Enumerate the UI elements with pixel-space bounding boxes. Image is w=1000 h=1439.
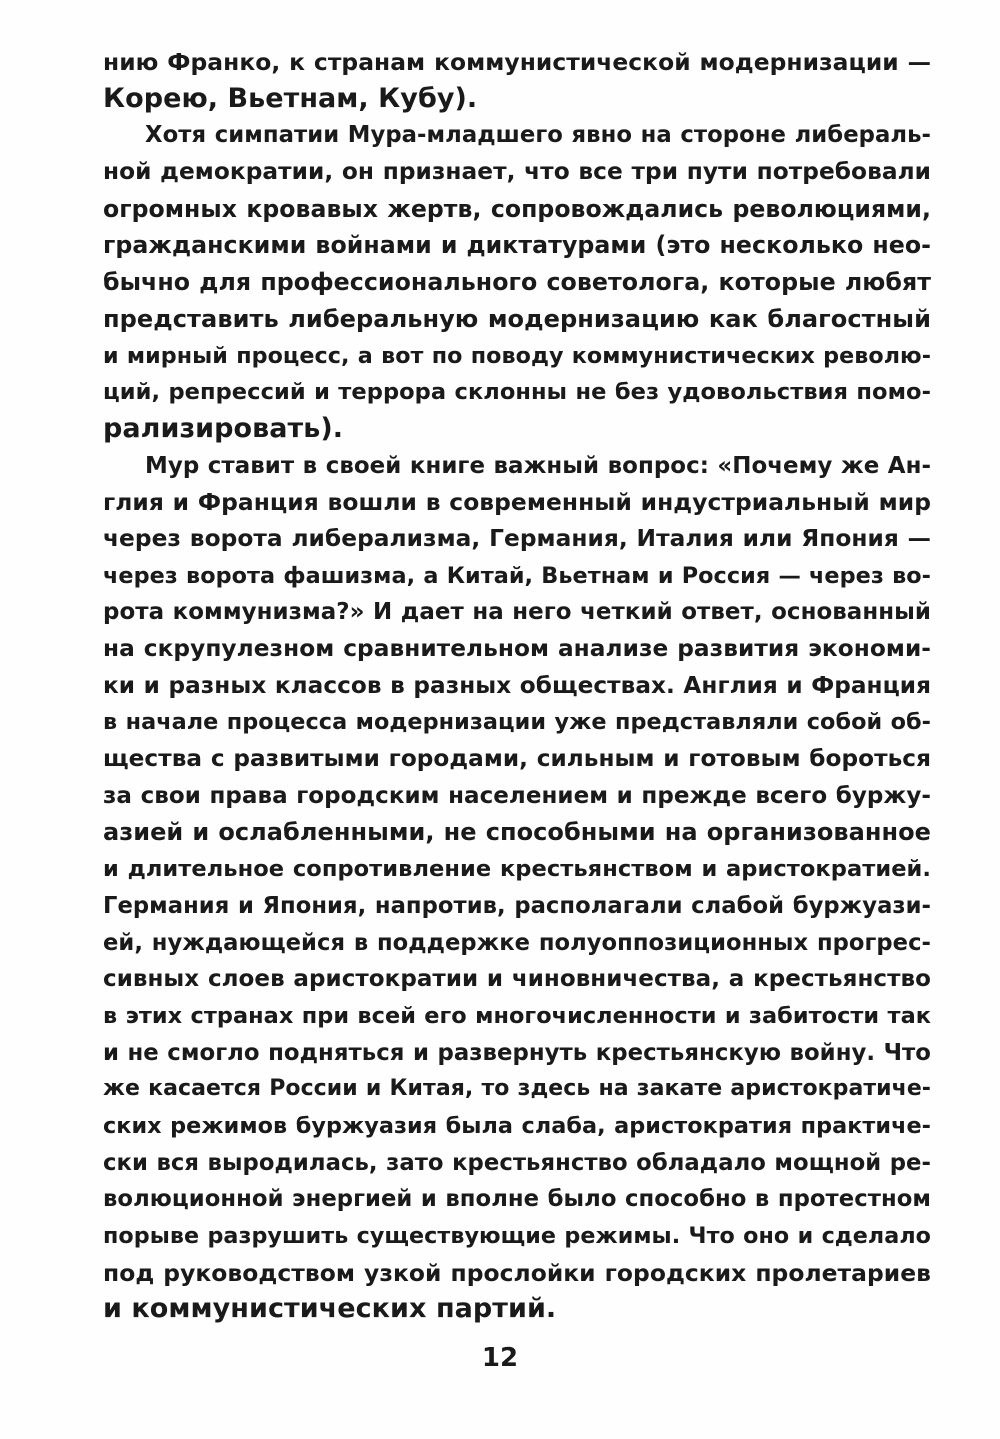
text-line: нию Франко, к странам коммунистической модернизации — <box>103 48 931 76</box>
text-line: волюционной энергией и вполне было способно в протестном <box>103 1186 931 1213</box>
text-line: за свои права городским населением и прежде всего буржу- <box>103 782 931 809</box>
text-line: в этих странах при всей его многочисленности и забитости так <box>103 1002 931 1029</box>
text-line: Мур ставит в своей книге важный вопрос: «Почему же Ан- <box>145 452 931 479</box>
text-line: на скрупулезном сравнительном анализе развития экономи- <box>103 635 931 662</box>
text-line: ских режимов буржуазия была слаба, аристократия практиче- <box>103 1112 931 1139</box>
text-line: порыве разрушить существующие режимы. Что оно и сделало <box>103 1223 931 1249</box>
text-line: же касается России и Китая, то здесь на закате аристократиче- <box>103 1076 931 1102</box>
page-number: 12 <box>481 1343 519 1373</box>
text-line: и длительное сопротивление крестьянством и аристократией. <box>103 856 931 883</box>
text-line: представить либеральную модернизацию как благостный <box>103 304 931 333</box>
text-line: ки и разных классов в разных обществах. Англия и Франция <box>103 672 931 699</box>
text-line: через ворота фашизма, а Китай, Вьетнам и Россия — через во- <box>103 562 931 589</box>
text-line: огромных кровавых жертв, сопровождались революциями, <box>103 194 931 223</box>
text-line: глия и Франция вошли в современный индустриальный мир <box>103 488 931 517</box>
text-line: под руководством узкой прослойки городских пролетариев <box>103 1258 931 1287</box>
text-line: ций, репрессий и террора склонны не без удовольствия помо- <box>103 379 931 406</box>
text-line: бычно для профессионального советолога, которые любят <box>103 268 931 297</box>
text-line: и коммунистических партий. <box>103 1293 557 1325</box>
text-line: ей, нуждающейся в поддержке полуоппозиционных прогрес- <box>103 929 931 956</box>
text-line: рализировать). <box>103 412 344 444</box>
text-line: и не смогло подняться и развернуть крестьянскую войну. Что <box>103 1039 931 1066</box>
text-line: гражданскими войнами и диктатурами (это несколько нео- <box>103 231 931 260</box>
text-line: щества с развитыми городами, сильным и готовым бороться <box>103 745 931 773</box>
text-line: сивных слоев аристократии и чиновничества, а крестьянство <box>103 966 931 993</box>
text-line: азией и ослабленными, не способными на организованное <box>103 818 931 847</box>
text-line: Германия и Япония, напротив, располагали слабой буржуази- <box>103 892 931 919</box>
text-line: ски вся выродилась, зато крестьянство обладало мощной ре- <box>103 1149 931 1176</box>
text-line: через ворота либерализма, Германия, Италия или Япония — <box>103 524 931 552</box>
text-line: Хотя симпатии Мура-младшего явно на стороне либераль- <box>145 122 931 149</box>
text-line: ной демократии, он признает, что все три пути потребовали <box>103 158 931 186</box>
text-line: рота коммунизма?» И дает на него четкий ответ, основанный <box>103 599 931 626</box>
text-line: Корею, Вьетнам, Кубу). <box>103 82 478 114</box>
body-text <box>103 44 931 1328</box>
text-line: в начале процесса модернизации уже представляли собой об- <box>103 709 931 736</box>
text-line: и мирный процесс, а вот по поводу коммунистических револю- <box>103 342 931 369</box>
